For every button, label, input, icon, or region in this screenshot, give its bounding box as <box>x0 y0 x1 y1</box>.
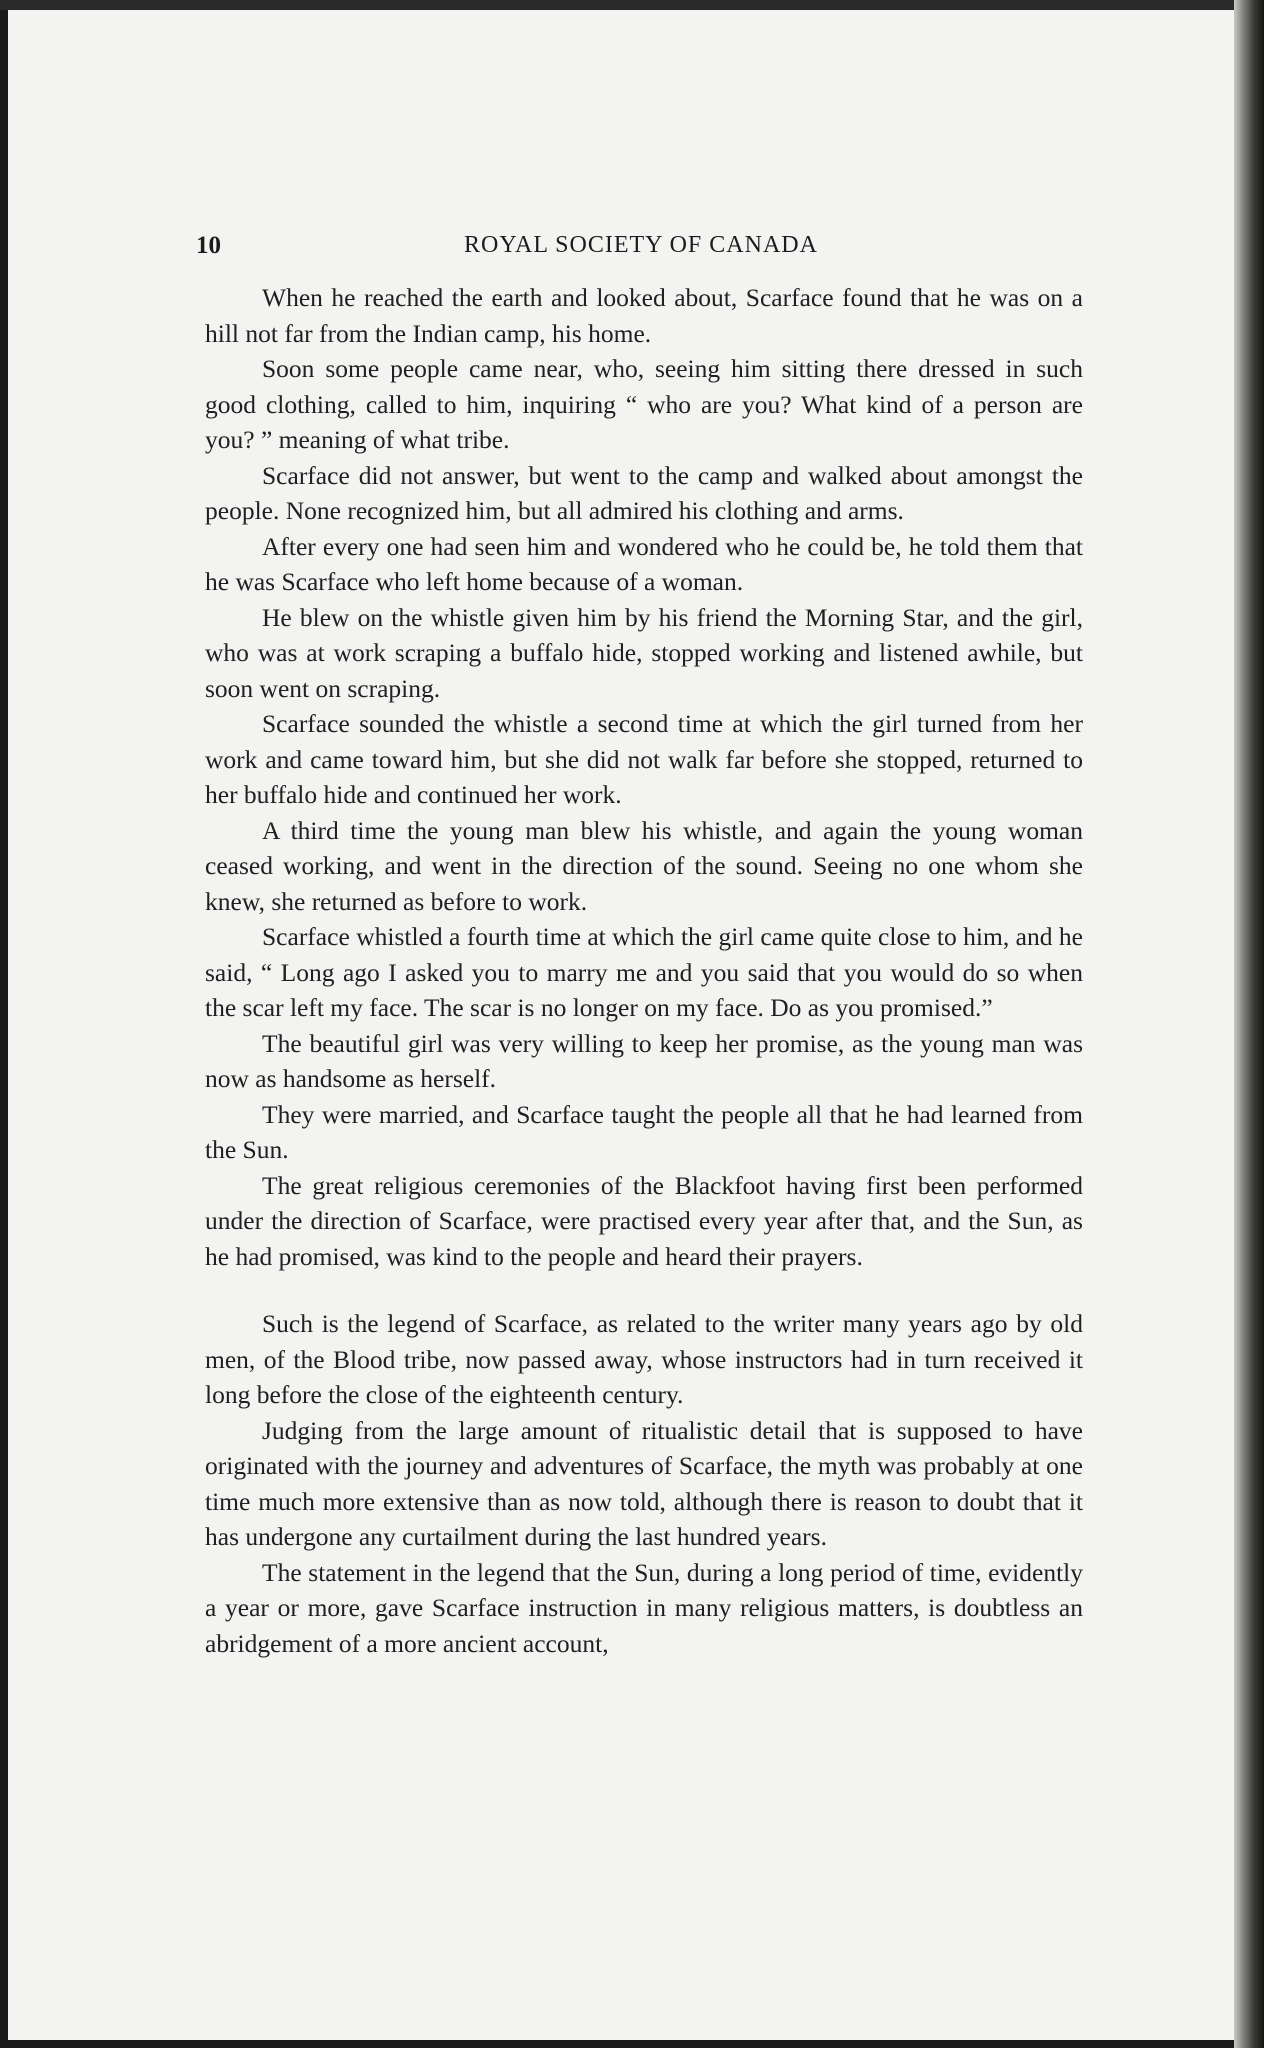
paragraph: The great religious ceremonies of the Blackfoot having first been performed under the direction of Scarface, were practised every year after that, and the Sun, as he had promised, was kind to the people and heard their prayers. <box>205 1170 1083 1271</box>
page-number: 10 <box>196 232 221 259</box>
paragraph: The beautiful girl was very willing to keep her promise, as the young man was now as handsome as herself. <box>205 1028 1083 1093</box>
scan-top-edge <box>0 0 1264 10</box>
paragraph: Judging from the large amount of ritualistic detail that is supposed to have originated with the journey and adventures of Scarface, the myth was probably at one time much more extensive than as now told, although there is reason to doubt that it has undergone any curtailment during the last hundred years. <box>205 1415 1083 1551</box>
paragraph: When he reached the earth and looked about, Scarface found that he was on a hill not far from the Indian camp, his home. <box>205 283 1083 348</box>
running-head <box>196 232 1086 266</box>
running-title: ROYAL SOCIETY OF CANADA <box>464 232 818 258</box>
paragraph: Scarface whistled a fourth time at which the girl came quite close to him, and he said, “ Long ago I asked you to marry me and you said that you would do so when the scar left my face. The scar is no longer on my face. Do as you promised.” <box>205 922 1083 1022</box>
scan-binding-edge <box>1234 0 1264 2048</box>
paragraph: Such is the legend of Scarface, as related to the writer many years ago by old men, of the Blood tribe, now passed away, whose instructors had in turn received it long before the close of the eighteenth century. <box>205 1309 1083 1409</box>
paragraph: They were married, and Scarface taught the people all that he had learned from the Sun. <box>205 1099 1083 1164</box>
paragraph: Soon some people came near, who, seeing him sitting there dressed in such good clothing, called to him, inquiring “ who are you? What kind of a person are you? ” meaning of what tribe. <box>205 354 1083 454</box>
paragraph: The statement in the legend that the Sun, during a long period of time, evidently a year or more, gave Scarface instruction in many religious matters, is doubtless an abridgement of a more ancient account, <box>205 1557 1083 1658</box>
paragraph: A third time the young man blew his whistle, and again the young woman ceased working, and went in the direction of the sound. Seeing no one whom she knew, she returned as before to work. <box>205 815 1083 916</box>
paragraph: He blew on the whistle given him by his friend the Morning Star, and the girl, who was at work scraping a buffalo hide, stopped working and listened awhile, but soon went on scraping. <box>205 602 1083 703</box>
paragraph: Scarface did not answer, but went to the camp and walked about amongst the people. None recognized him, but all admired his clothing and arms. <box>205 460 1083 525</box>
paragraph: Scarface sounded the whistle a second time at which the girl turned from her work and came toward him, but she did not walk far before she stopped, returned to her buffalo hide and continued her work. <box>205 709 1083 809</box>
paragraph: After every one had seen him and wondered who he could be, he told them that he was Scarface who left home because of a woman. <box>205 531 1083 596</box>
body-text <box>205 280 1083 1661</box>
